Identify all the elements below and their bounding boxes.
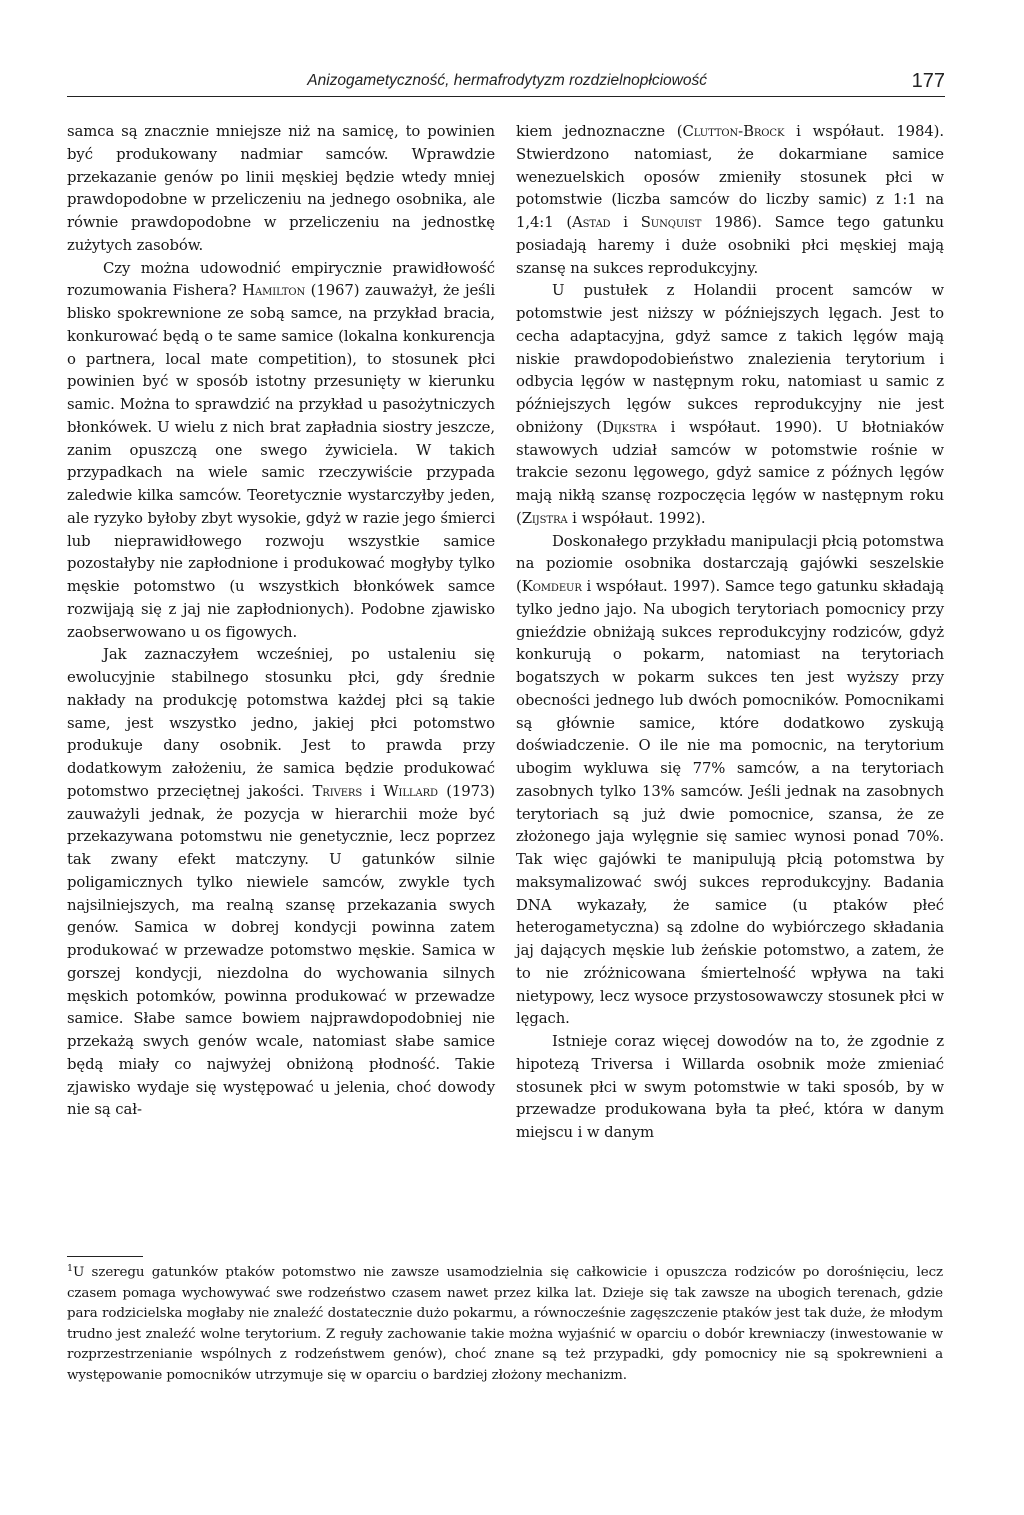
paragraph: Istnieje coraz więcej dowodów na to, że zgodnie z hipotezą Triversa i Willarda osobnik może zmieniać stosunek płci w swym potomstwie w taki sposób, by w przewadze produkowana była ta płeć, która w danym miejscu i w danym: [516, 1032, 944, 1141]
citation-author: Zijstra: [521, 508, 568, 527]
left-column: [67, 120, 495, 1121]
running-title: Anizogametyczność, hermafrodytyzm rozdzielnopłciowość: [307, 72, 707, 89]
citation-author: Astad: [572, 213, 611, 231]
footnote-text: U szeregu gatunków ptaków potomstwo nie zawsze usamodzielnia się całkowicie i opuszcza rodziców po dorośnięciu, lecz czasem pomaga wychowywać swe rodzeństwo czasem nawet przez kilka lat. Dzieje się tak zawsze na ubogich terenach, gdzie para rodzicielska mogłaby nie znaleźć dostatecznie dużo pokarmu, a równocześnie zagęszczenie ptaków jest tak duże, że młodym trudno jest znaleźć wolne terytorium. Z reguły zachowanie takie można wyjaśnić w oparciu o dobór krewniaczy (inwestowanie w rozprzestrzenianie wspólnych z rodzeństwem genów), choć znane są też przypadki, gdy pomocnicy nie są spokrewnieni a występowanie pomocników utrzymuje się w oparciu o bardziej złożony mechanizm.: [67, 1265, 943, 1383]
footnote-divider: [67, 1256, 143, 1257]
citation-author: Dijkstra: [602, 417, 657, 436]
paragraph: kiem jednoznaczne (Clutton-Brock i współaut. 1984). Stwierdzono natomiast, że dokarmiane samice wenezuelskich oposów zmieniły stosunek płci w potomstwie (liczba samców do liczby samic) z 1:1 na 1,4:1 (Astad i Sunquist 1986). Samce tego gatunku posiadają haremy i duże osobniki płci męskiej mają szansę na sukces reprodukcyjny.: [516, 122, 944, 277]
paragraph: Doskonałego przykładu manipulacji płcią potomstwa na poziomie osobnika dostarczają gajówki seszelskie (Komdeur i współaut. 1997). Samce tego gatunku składają tylko jedno jajo. Na ubogich terytoriach pomocnicy przy gnieździe obniżają sukces reprodukcyjny rodziców, gdyż konkurują o pokarm, natomiast na terytoriach bogatszych w pokarm sukces ten jest wyższy przy obecności jednego lub dwóch pomocników. Pomocnikami są głównie samice, które dodatkowo zyskują doświadczenie. O ile nie ma pomocnic, na terytorium ubogim wykluwa się 77% samców, a na terytoriach zasobnych tylko 13% samców. Jeśli jednak na zasobnych terytoriach są już dwie pomocnice, szansa, że ze złożonego jaja wylęgnie się samiec wynosi ponad 70%. Tak więc gajówki te manipulują płcią potomstwa by maksymalizować swój sukces reprodukcyjny. Badania DNA wykazały, że samice (u ptaków płeć heterogametyczna) są zdolne do wybiórczego składania jaj dających męskie lub żeńskie potomstwo, a zatem, że to nie zróżnicowana śmiertelność wpływa na taki nietypowy, lecz wysoce przystosowawczy stosunek płci w lęgach.: [516, 531, 944, 1028]
citation-author: Willard: [383, 781, 438, 800]
footnote-marker: 1: [67, 1263, 73, 1274]
citation-author: Hamilton: [242, 281, 306, 300]
paragraph: Jak zaznaczyłem wcześniej, po ustaleniu się ewolucyjnie stabilnego stosunku płci, gdy średnie nakłady na produkcję potomstwa każdej płci są takie same, jest wszystko jedno, jakiej płci potomstwo produkuje dany osobnik. Jest to prawda przy dodatkowym założeniu, że samica będzie produkować potomstwo przeciętnej jakości. Trivers i Willard (1973) zauważyli jednak, że pozycja w hierarchii może być przekazywana potomstwu nie genetycznie, lecz poprzez tak zwany efekt matczyny. U gatunków silnie poligamicznych tylko niewiele samców, zwykle tych najsilniejszych, ma realną szansę przekazania swych genów. Samica w dobrej kondycji powinna zatem produkować w przewadze potomstwo męskie. Samica w gorszej kondycji, niezdolna do wychowania silnych męskich potomków, powinna produkować w przewadze samice. Słabe samce bowiem najprawdopodobniej nie przekażą swych genów wcale, natomiast słabe samice będą miały co najwyżej obniżoną płodność. Takie zjawisko wydaje się występować u jelenia, choć dowody nie są cał-: [67, 645, 495, 1119]
citation-author: Clutton-Brock: [682, 122, 785, 140]
page-number: 177: [911, 70, 945, 92]
paragraph: Czy można udowodnić empirycznie prawidłowość rozumowania Fishera? Hamilton (1967) zauważył, że jeśli blisko spokrewnione ze sobą samce, na przykład bracia, konkurować będą o te same samice (lokalna konkurencja o partnera, local mate competition), to stosunek płci powinien być w sposób istotny przesunięty w kierunku samic. Można to sprawdzić na przykład u pasożytniczych błonkówek. U wielu z nich brat zapładnia siostry jeszcze, zanim opuszczą one swego żywiciela. W takich przypadkach na wiele samic rzeczywiście przypada zaledwie kilka samców. Teoretycznie wystarczyłby jeden, ale ryzyko byłoby zbyt wysokie, gdyż w razie jego śmierci lub nieprawidłowego rozwoju wszystkie samice pozostałyby nie zapłodnione i produkować mogłyby tylko męskie potomstwo (u wszystkich błonkówek samce rozwijają się z jaj nie zapłodnionych). Podobne zjawisko zaobserwowano u os figowych.: [67, 258, 495, 641]
citation-author: Trivers: [312, 781, 363, 800]
paragraph: U pustułek z Holandii procent samców w potomstwie jest niższy w późniejszych lęgach. Jest to cecha adaptacyjna, gdyż samce z takich lęgów mają niskie prawdopodobieństwo znalezienia terytorium i odbycia lęgów w następnym roku, natomiast u samic z późniejszych lęgów sukces reprodukcyjny nie jest obniżony (Dijkstra i współaut. 1990). U błotniaków stawowych udział samców w potomstwie rośnie w trakcie sezonu lęgowego, gdyż samice z późnych lęgów mają nikłą szansę rozpoczęcia lęgów w następnym roku (Zijstra i współaut. 1992).: [516, 281, 944, 527]
citation-author: Sunquist: [640, 213, 702, 231]
paragraph: samca są znacznie mniejsze niż na samicę, to powinien być produkowany nadmiar samców. Wprawdzie przekazanie genów po linii męskiej będzie wtedy mniej prawdopodobne w przeliczeniu na jednego osobnika, ale równie prawdopodobne w przeliczeniu na jednostkę zużytych zasobów.: [67, 122, 495, 254]
right-column: [516, 120, 944, 1144]
page-header: [67, 70, 945, 97]
citation-author: Komdeur: [521, 577, 582, 595]
footnote: [67, 1263, 943, 1386]
